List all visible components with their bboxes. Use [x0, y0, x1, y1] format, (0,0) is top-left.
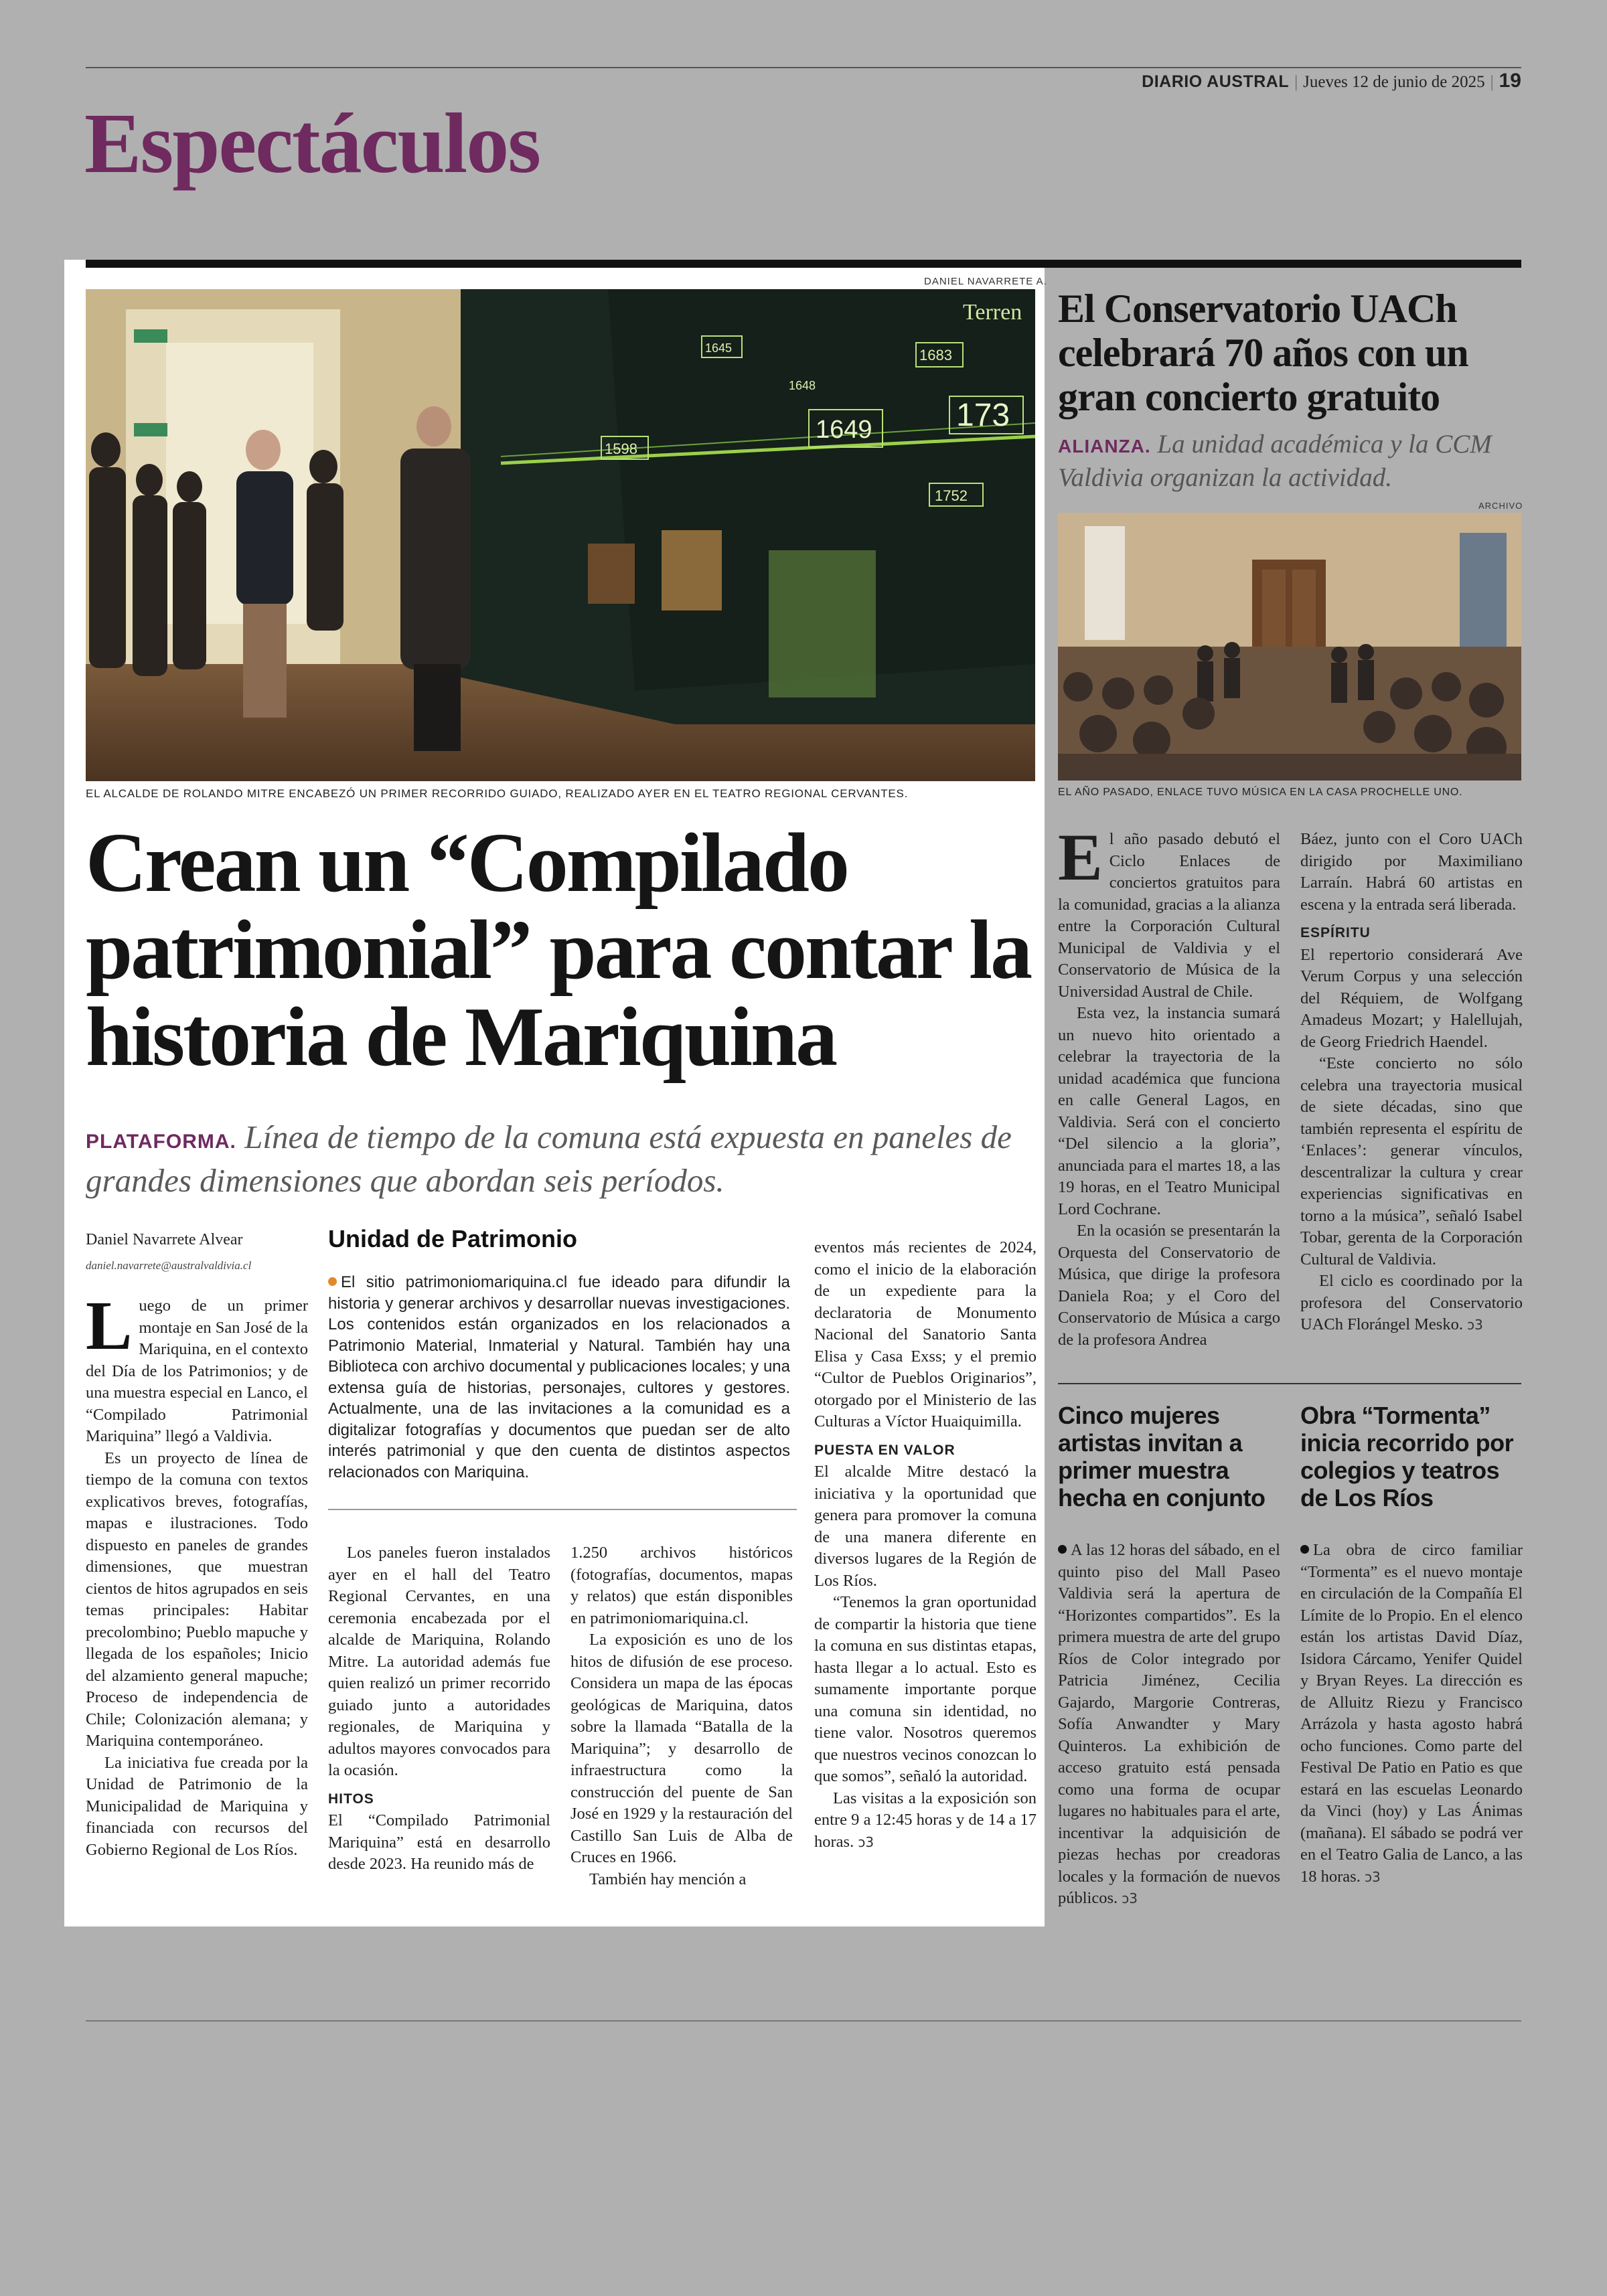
article-column-3 — [570, 1542, 793, 1890]
article-paragraph: Las visitas a la exposición son entre 9 a 12:45 horas y de 14 a 17 horas. ↄ3 — [814, 1789, 1037, 1851]
subhead-espiritu: ESPÍRITU — [1300, 925, 1371, 940]
article-top-rule — [86, 260, 1521, 268]
timeline-year-173: 173 — [956, 398, 1010, 433]
top-rule — [86, 67, 1521, 68]
sidebar-box-title: Unidad de Patrimonio — [328, 1225, 578, 1252]
end-mark-icon: ↄ3 — [1364, 1868, 1381, 1885]
article-column-1 — [86, 1229, 308, 1861]
main-kicker — [86, 1118, 1037, 1200]
timeline-year-1752: 1752 — [935, 487, 968, 504]
side-kicker-label: ALIANZA. — [1058, 436, 1151, 457]
side-story-column-2 — [1300, 829, 1523, 1336]
side-photo-credit: ARCHIVO — [1478, 501, 1523, 511]
drop-cap: L — [86, 1287, 133, 1364]
box-divider — [328, 1509, 797, 1510]
end-mark-icon: ↄ3 — [1122, 1890, 1138, 1906]
article-paragraph: Es un proyecto de línea de tiempo de la comuna con textos explicativos breves, fotografías, mapas e ilustraciones. Todo dispuesto en paneles de grandes dimensiones, que muestran cientos de hitos agrupados en seis temas principales: Habitar precolombino; Pueblo mapuche y llegada de los españoles; Inicio del alzamiento general mapuche; Proceso de independencia de Chile; Colonización alemana; y Mariquina contemporáneo. — [86, 1449, 308, 1750]
article-paragraph: Luego de un primer montaje en San José de la Mariquina, en el contexto del Día de los Patrimonios; y de una muestra especial en Lanco, el “Compilado Patrimonial Mariquina” llegó a Valdivia. — [86, 1287, 308, 1445]
brief-right-headline: Obra “Tormenta” inicia recorrido por colegios y teatros de Los Ríos — [1300, 1402, 1514, 1511]
side-paragraph: El repertorio considerará Ave Verum Corpus y una selección del Réquiem, de Wolfgang Amadeus Mozart; y Halellujah, de Georg Friedrich Haendel. — [1300, 945, 1523, 1051]
article-paragraph: Los paneles fueron instalados ayer en el hall del Teatro Regional Cervantes, en una ceremonia encabezada por el alcalde de Mariquina, Rolando Mitre. La autoridad además fue quien realizó un primer recorrido guiado junto a autoridades regionales, de Mariquina y adultos mayores convocados para la ocasión. — [328, 1544, 550, 1779]
bottom-rule — [86, 2020, 1521, 2022]
article-paragraph: El “Compilado Patrimonial Mariquina” está en desarrollo desde 2023. Ha reunido más de — [328, 1811, 550, 1873]
side-paragraph: El ciclo es coordinado por la profesora del Conservatorio UACh Florángel Mesko. ↄ3 — [1300, 1272, 1523, 1333]
publication-name: DIARIO AUSTRAL — [1142, 72, 1290, 91]
brief-left-headline: Cinco mujeres artistas invitan a primer muestra hecha en conjunto — [1058, 1402, 1266, 1511]
author-email: daniel.navarrete@australvaldivia.cl — [86, 1258, 252, 1272]
side-story-kicker — [1058, 428, 1527, 493]
side-drop-cap: E — [1058, 820, 1103, 894]
brief-right-text: La obra de circo familiar “Tormenta” es el nuevo montaje en circulación de la Compañía El Límite de lo Propio. En el elenco están los artistas David Díaz, Isidora Cárcamo, Yenifer Quidel y Bryan Reyes. La dirección es de Alluitz Riezu y Francisco Arrázola y hasta agosto habrá ocho funciones. Como parte del Festival De Patio en Patio es que estará en las escuelas Leonardo da Vinci (hoy) y Las Ánimas (mañana). El sábado se podrá ver en el Teatro Galia de Lanco, a las 18 horas. ↄ3 — [1300, 1541, 1523, 1886]
panel-label: Terren — [963, 300, 1022, 325]
side-story-column-1 — [1058, 820, 1280, 1351]
masthead-separator: | — [1294, 73, 1298, 91]
article-paragraph: También hay mención a — [589, 1870, 747, 1888]
article-paragraph: La iniciativa fue creada por la Unidad de Patrimonio de la Municipalidad de Mariquina y financiada con recursos del Gobierno Regional de Los Ríos. — [86, 1753, 308, 1859]
sidebar-box-text: El sitio patrimoniomariquina.cl fue ideado para difundir la historia y generar archivos y desarrollar nuevas investigaciones. Los contenidos están organizados en los relacionados a Patrimonio Material, Inmaterial y Natural. También hay una Biblioteca con archivo documental y publicaciones locales; y una extensa guía de historias, personajes, cultores y gestores. Actualmente, una de las invitaciones a la comunidad es a digitalizar fotografías y documentos que puedan ser de alto interés patrimonial y que den cuenta de distintos aspectos relacionados con Mariquina. — [328, 1273, 790, 1481]
side-paragraph: Esta vez, la instancia sumará un nuevo hito orientado a celebrar la trayectoria de la unidad académica que funciona en calle General Lagos, en Valdivia. Será con el concierto “Del silencio a la gloria”, anunciada para el martes 18, a las 19 horas, en el Teatro Municipal Lord Cochrane. — [1058, 1004, 1280, 1218]
timeline-year-1683: 1683 — [919, 347, 952, 363]
side-paragraph: En la ocasión se presentarán la Orquesta del Conservatorio de Música, que dirige la profesora Daniela Roa; y el Coro del Conservatorio de Música a cargo de la profesora Andrea — [1058, 1222, 1280, 1349]
byline: Daniel Navarrete Alvear — [86, 1231, 243, 1248]
section-title: Espectáculos — [84, 96, 540, 191]
main-kicker-text: Línea de tiempo de la comuna está expuesta en paneles de grandes dimensiones que abordan seis períodos. — [86, 1119, 1012, 1199]
side-story-headline: El Conservatorio UACh celebrará 70 años con un gran concierto gratuito — [1058, 286, 1468, 419]
timeline-year-1648: 1648 — [789, 379, 816, 392]
timeline-year-1598: 1598 — [605, 440, 637, 457]
main-photo-caption: EL ALCALDE DE ROLANDO MITRE ENCABEZÓ UN PRIMER RECORRIDO GUIADO, REALIZADO AYER EN EL TEATRO REGIONAL CERVANTES. — [86, 787, 909, 800]
article-column-4 — [814, 1237, 1037, 1853]
bullet-icon — [1058, 1545, 1067, 1554]
article-column-2 — [328, 1542, 550, 1876]
timeline-year-1645: 1645 — [705, 341, 733, 355]
brief-left-text: A las 12 horas del sábado, en el quinto piso del Mall Paseo Valdivia será la apertura de “Horizontes compartidos”. Es la primera muestra de arte del grupo Ríos de Color integrado por Patricia Jiménez, Cecilia Gajardo, Margorie Contreras, Sofía Anwandter y Mary Quinteros. La exhibición de acceso gratuito está pensada como una forma de ocupar lugares no habituales para el arte, incentivar la adquisición de piezas hechas por creadoras locales y la formación de nuevos públicos. ↄ3 — [1058, 1541, 1280, 1907]
side-photo — [1058, 513, 1521, 781]
side-paragraph: “Este concierto no sólo celebra una trayectoria musical de siete décadas, sino que también representa el espíritu de ‘Enlaces’: generar vínculos, descentralizar la cultura y crear experiencias significativas en torno a la música”, señaló Isabel Tobar, gerenta de la Corporación Cultural de Valdivia. — [1300, 1054, 1523, 1268]
article-paragraph: La exposición es uno de los hitos de difusión de ese proceso. Considera un mapa de las épocas geológicas de Mariquina, datos sobre la llamada “Batalla de la Mariquina”; y desarrollo de infraestructura como la construcción del puente de San José en 1929 y la restauración del Castillo San Luis de Alba de Cruces en 1966. — [570, 1631, 793, 1866]
main-photo — [86, 289, 1035, 781]
side-paragraph: Báez, junto con el Coro UACh dirigido por Maximiliano Larraín. Habrá 60 artistas en escena y la entrada será liberada. — [1300, 830, 1523, 914]
masthead-separator: | — [1490, 73, 1494, 91]
briefs-divider — [1058, 1383, 1521, 1384]
article-paragraph: eventos más recientes de 2024, como el inicio de la elaboración de un expediente para la declaratoria de Monumento Nacional del Sanatorio Santa Elisa y Casa Exss; y el premio “Cultor de Pueblos Originarios”, otorgado por el Ministerio de las Culturas a Víctor Huaiquimilla. — [814, 1238, 1037, 1430]
masthead — [1142, 70, 1521, 92]
subhead-hitos: HITOS — [328, 1791, 374, 1807]
page-number: 19 — [1499, 70, 1521, 92]
side-kicker-text: La unidad académica y la CCM Valdivia organizan la actividad. — [1058, 430, 1492, 492]
article-paragraph: 1.250 archivos históricos (fotografías, documentos, mapas y relatos) que están disponibles en patrimoniomariquina.cl. — [570, 1544, 793, 1627]
end-mark-icon: ↄ3 — [858, 1833, 874, 1850]
concert-photo-illustration — [1058, 513, 1521, 781]
timeline-year-1649: 1649 — [816, 416, 872, 444]
end-mark-icon: ↄ3 — [1467, 1317, 1483, 1333]
article-paragraph: El alcalde Mitre destacó la iniciativa y la oportunidad que genera para promover la comuna de una manera diferente en diversos lugares de la Región de Los Ríos. — [814, 1463, 1037, 1590]
exhibition-photo-illustration — [86, 289, 1035, 781]
bullet-icon — [328, 1277, 337, 1286]
photo-credit: DANIEL NAVARRETE A. — [924, 276, 1047, 287]
side-paragraph: El año pasado debutó el Ciclo Enlaces de conciertos gratuitos para la comunidad, gracias a la alianza entre la Corporación Cultural Municipal de Valdivia y el Conservatorio de Música de la Universidad Austral de Chile. — [1058, 820, 1280, 1001]
publication-date: Jueves 12 de junio de 2025 — [1303, 73, 1485, 91]
bullet-icon — [1300, 1545, 1309, 1554]
main-kicker-label: PLATAFORMA. — [86, 1131, 236, 1153]
article-paragraph: “Tenemos la gran oportunidad de compartir la historia que tiene la comuna en sus distintas etapas, hasta llegar a lo actual. Esto es sumamente importante porque una comuna sin identidad, no tiene valor. Nosotros queremos que nuestros vecinos conozcan lo que somos”, señaló la autoridad. — [814, 1593, 1037, 1785]
side-photo-caption: EL AÑO PASADO, ENLACE TUVO MÚSICA EN LA CASA PROCHELLE UNO. — [1058, 787, 1463, 798]
main-headline: Crean un “Compilado patrimonial” para contar la historia de Mariquina — [86, 817, 1031, 1084]
subhead-puesta-en-valor: PUESTA EN VALOR — [814, 1442, 955, 1458]
